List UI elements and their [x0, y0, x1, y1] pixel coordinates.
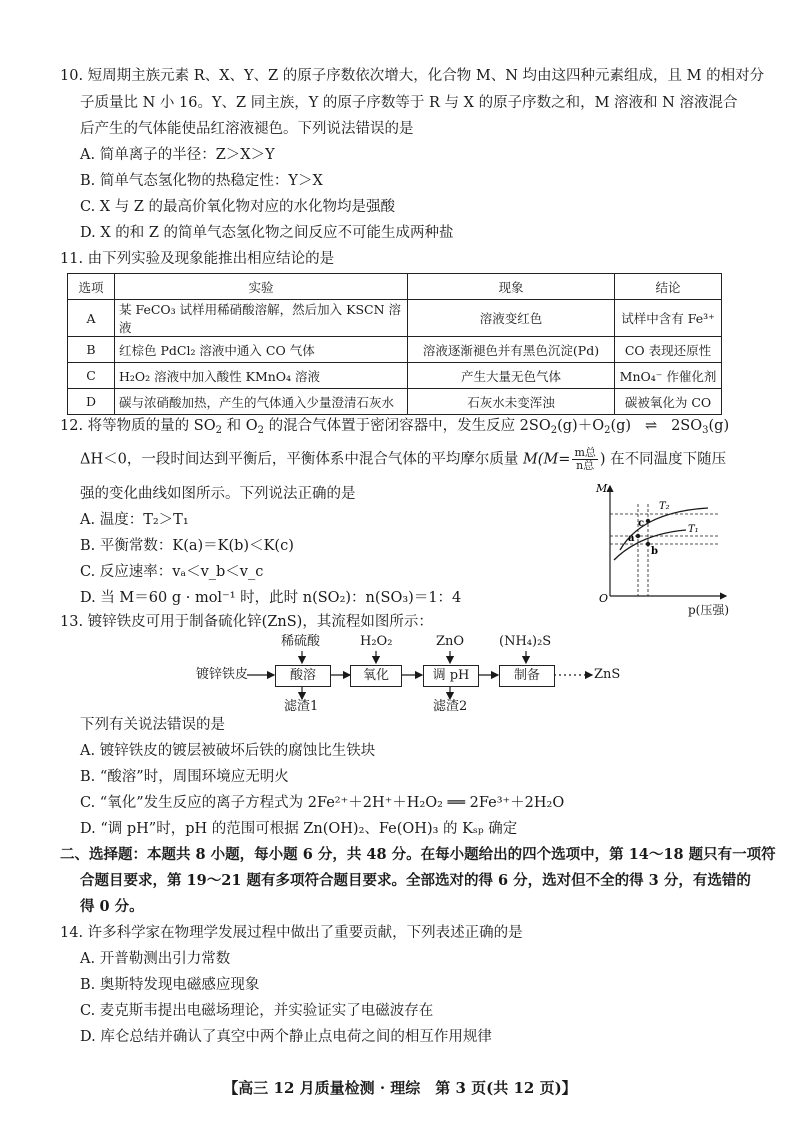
q14-option-a: A. 开普勒测出引力常数	[80, 951, 231, 967]
q12-stem-line3: 强的变化曲线如图所示。下列说法正确的是	[80, 486, 356, 502]
q10-stem-line3: 后产生的气体能使品红溶液褪色。下列说法错误的是	[80, 121, 414, 137]
reagent-h2o2: H₂O₂	[360, 634, 393, 649]
q11-header-row	[68, 274, 722, 300]
q12-text: M(M=	[522, 451, 571, 468]
subscript: 2	[215, 425, 222, 436]
q13-option-c: C. “氧化”发生反应的离子方程式为 2Fe²⁺＋2H⁺＋H₂O₂ ══ 2Fe³⁺＋2H₂O	[80, 795, 565, 811]
section2-instructions-line1: 二、选择题：本题共 8 小题，每小题 6 分，共 48 分。在每小题给出的四个选项中，第 14～18 题只有一项符	[60, 846, 776, 863]
q12-graph	[590, 478, 730, 618]
q12-text: (g)	[610, 418, 632, 434]
q14-option-c: C. 麦克斯韦提出电磁场理论，并实验证实了电磁波存在	[80, 1003, 434, 1019]
point-b	[646, 542, 650, 546]
table-cell: 产生大量无色气体	[408, 363, 615, 389]
flow-step-adjust-ph: 调 pH	[423, 665, 479, 687]
q13-stem: 13. 镀锌铁皮可用于制备硫化锌(ZnS)，其流程如图所示：	[60, 614, 433, 630]
q12-text: 的混合气体置于密闭容器中，发生反应 2SO	[263, 418, 551, 434]
flow-product: ZnS	[594, 667, 621, 682]
table-cell: 试样中含有 Fe³⁺	[615, 300, 722, 337]
q12-text: 12. 将等物质的量的 SO	[60, 418, 216, 434]
table-cell: H₂O₂ 溶液中加入酸性 KMnO₄ 溶液	[115, 363, 408, 389]
flow-step-acid-dissolve: 酸溶	[275, 665, 331, 687]
q10-option-b: B. 简单气态氢化物的热稳定性：Y＞X	[80, 173, 323, 189]
curve-t1	[614, 530, 686, 560]
subscript: 3	[702, 425, 709, 436]
point-b-label: b	[651, 546, 658, 557]
table-cell: MnO₄⁻ 作催化剂	[615, 363, 722, 389]
q12-stem-line2	[80, 447, 726, 472]
section2-instructions-line3: 得 0 分。	[80, 898, 144, 915]
q11-header-conclusion: 结论	[615, 274, 722, 300]
q11-table	[67, 273, 722, 415]
section2-instructions-line2: 合题目要求，第 19～21 题有多项符合题目要求。全部选对的得 6 分，选对但不全的得 3 分，有选错的	[80, 872, 751, 889]
flow-step-oxidize: 氧化	[350, 665, 402, 687]
point-a-label: a	[628, 533, 635, 544]
table-cell: A	[68, 300, 115, 337]
page-footer: 【高三 12 月质量检测 · 理综 第 3 页(共 12 页)】	[223, 1079, 577, 1097]
q10-stem-line1: 10. 短周期主族元素 R、X、Y、Z 的原子序数依次增大，化合物 M、N 均由这四种元素组成，且 M 的相对分	[60, 68, 765, 84]
q14-option-b: B. 奥斯特发现电磁感应现象	[80, 977, 260, 993]
table-cell: 碳被氧化为 CO	[615, 389, 722, 415]
curve-t2-label: T₂	[659, 501, 670, 512]
table-cell: 溶液变红色	[408, 300, 615, 337]
fraction-numerator: m总	[574, 446, 596, 459]
curve-t1-label: T₁	[688, 524, 699, 535]
reversible-arrow-icon: ⇌	[645, 418, 658, 434]
residue-2: 滤渣2	[433, 699, 468, 714]
q11-stem: 11. 由下列实验及现象能推出相应结论的是	[60, 251, 335, 267]
q13-sub-stem: 下列有关说法错误的是	[80, 717, 225, 733]
table-cell: C	[68, 363, 115, 389]
origin-label: O	[599, 592, 609, 605]
point-a	[636, 534, 640, 538]
q12-text: ) 在不同温度下随压	[599, 451, 727, 468]
q10-option-a: A. 简单离子的半径：Z＞X＞Y	[80, 147, 275, 163]
q11-header-option: 选项	[68, 274, 115, 300]
q12-option-d: D. 当 M＝60 g · mol⁻¹ 时，此时 n(SO₂)：n(SO₃)＝1：4	[80, 590, 462, 606]
table-row	[68, 300, 722, 337]
q12-option-a: A. 温度：T₂＞T₁	[80, 512, 189, 528]
q12-text: ΔH＜0，一段时间达到平衡后，平衡体系中混合气体的平均摩尔质量	[80, 451, 523, 468]
table-cell: 石灰水未变浑浊	[408, 389, 615, 415]
subscript: 2	[257, 425, 264, 436]
reagent-dilute-sulfuric-acid: 稀硫酸	[281, 634, 321, 649]
q10-option-d: D. X 的和 Z 的简单气态氢化物之间反应不可能生成两种盐	[80, 225, 454, 241]
y-axis-label: M	[596, 482, 608, 495]
subscript: 2	[604, 425, 611, 436]
table-row	[68, 363, 722, 389]
point-c-label: c	[638, 518, 645, 529]
flow-start-label: 镀锌铁皮	[196, 667, 249, 682]
fraction-denominator: n总	[576, 459, 595, 472]
q12-option-c: C. 反应速率：vₐ＜v_b＜v_c	[80, 564, 264, 580]
q12-text: 和 O	[221, 418, 258, 434]
table-cell: D	[68, 389, 115, 415]
q11-header-phenomenon: 现象	[408, 274, 615, 300]
point-c	[646, 519, 650, 523]
q13-option-d: D. “调 pH”时，pH 的范围可根据 Zn(OH)₂、Fe(OH)₃ 的 Kₛₚ 确定	[80, 821, 518, 837]
q12-text: (g)	[708, 418, 730, 434]
q13-option-a: A. 镀锌铁皮的镀层被破坏后铁的腐蚀比生铁块	[80, 743, 376, 759]
table-cell: 红棕色 PdCl₂ 溶液中通入 CO 气体	[115, 337, 408, 363]
q12-stem-line1	[60, 416, 729, 441]
q14-stem: 14. 许多科学家在物理学发展过程中做出了重要贡献，下列表述正确的是	[60, 925, 523, 941]
molar-mass-fraction	[572, 447, 597, 472]
table-cell: B	[68, 337, 115, 363]
q12-text: 2SO	[671, 418, 703, 434]
reagent-ammonium-sulfide: (NH₄)₂S	[499, 634, 552, 649]
table-cell: 溶液逐渐褪色并有黑色沉淀(Pd)	[408, 337, 615, 363]
residue-1: 滤渣1	[284, 699, 319, 714]
flow-step-prepare: 制备	[499, 665, 555, 687]
q13-option-b: B. “酸溶”时，周围环境应无明火	[80, 769, 289, 785]
subscript: 2	[550, 425, 558, 436]
q14-option-d: D. 库仑总结并确认了真空中两个静止点电荷之间的相互作用规律	[80, 1029, 492, 1045]
x-axis-label: p(压强)	[688, 603, 730, 617]
reagent-zno: ZnO	[436, 634, 465, 649]
q10-option-c: C. X 与 Z 的最高价氧化物对应的水化物均是强酸	[80, 199, 396, 215]
q11-header-experiment: 实验	[115, 274, 408, 300]
q10-stem-line2: 子质量比 N 小 16。Y、Z 同主族，Y 的原子序数等于 R 与 X 的原子序数之和，M 溶液和 N 溶液混合	[80, 95, 738, 111]
table-cell: CO 表现还原性	[615, 337, 722, 363]
q12-option-b: B. 平衡常数：K(a)＝K(b)＜K(c)	[80, 538, 294, 554]
q12-text: (g)＋O	[557, 418, 605, 434]
table-row	[68, 389, 722, 415]
table-cell: 某 FeCO₃ 试样用稀硝酸溶解，然后加入 KSCN 溶液	[115, 300, 408, 337]
table-row	[68, 337, 722, 363]
table-cell: 碳与浓硝酸加热，产生的气体通入少量澄清石灰水	[115, 389, 408, 415]
